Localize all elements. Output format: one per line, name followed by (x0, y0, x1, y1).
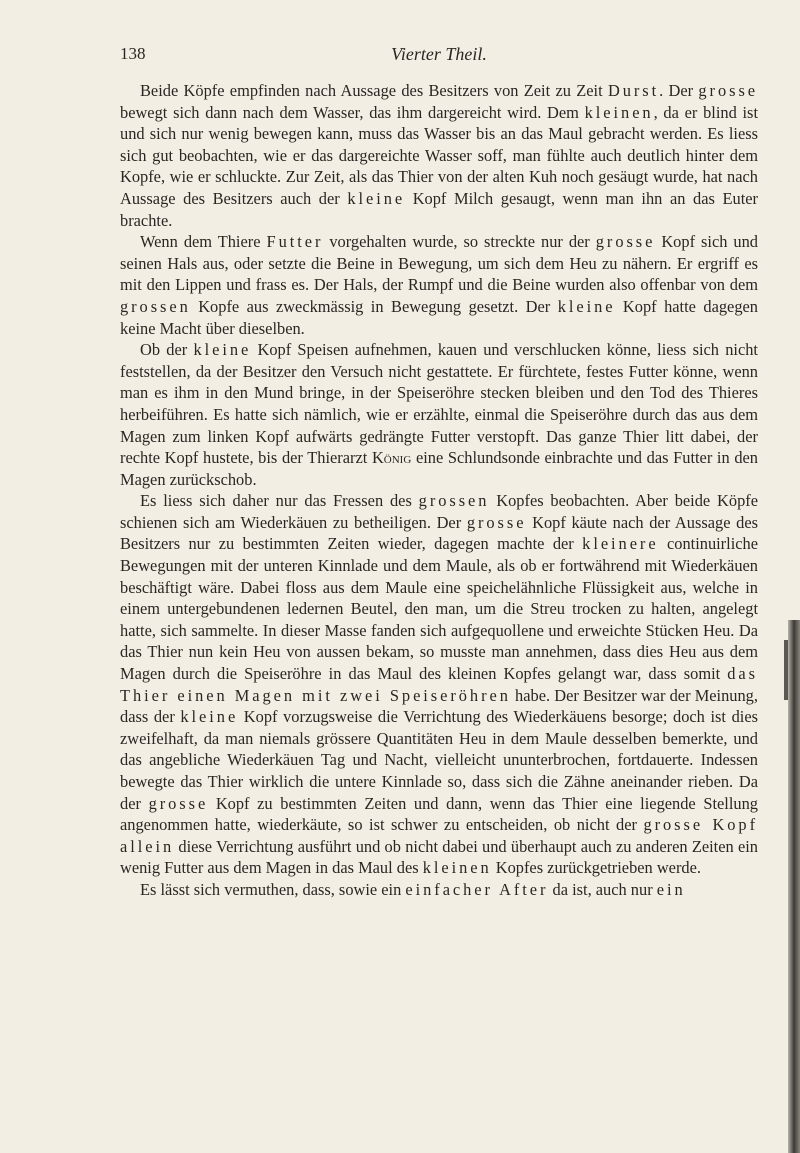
emphasis-spaced: grosse (698, 81, 758, 100)
emphasis-spaced: grosse (148, 793, 209, 813)
paragraph-3 (120, 339, 758, 490)
emphasis-spaced: grosse Kopf allein (120, 815, 758, 856)
emphasis-spaced: grossen (418, 491, 490, 511)
text-run: diese Verrichtung ausführt und ob nicht dabei und überhaupt auch zu anderen Zeiten ein wenig Futter aus dem Magen in das Maul des (120, 836, 758, 878)
paragraph-5 (120, 879, 758, 901)
text-run: Kopf käute nach der Aussage des Besitzers nur zu bestimmten Zeiten wieder, dagegen machte der (120, 512, 758, 554)
text-run: Wenn dem Thiere (140, 232, 267, 252)
page-edge-notch (784, 640, 788, 700)
emphasis-spaced: kleine (180, 707, 239, 727)
text-run: Kopf Milch gesaugt, wenn man ihn an das Euter brachte. (120, 188, 758, 230)
running-head: Vierter Theil. (391, 44, 487, 64)
text-run: Kopf zu bestimmten Zeiten und dann, wenn das Thier eine liegende Stellung angenommen hatte, wiederkäute, so ist schwer zu entscheiden, ob nicht der (120, 793, 758, 835)
emphasis-spaced: grosse (595, 232, 656, 252)
emphasis-spaced: grossen (120, 296, 191, 316)
emphasis-spaced: kleinen (584, 102, 654, 122)
text-run: Es lässt sich vermuthen, dass, sowie ein (140, 879, 406, 899)
text-run: eine Schlundsonde einbrachte und das Futter in den Magen zurückschob. (120, 448, 758, 489)
emphasis-spaced: ein (656, 879, 686, 899)
text-run: Ob der (140, 340, 194, 360)
text-run: Kopfes beobachten. Aber beide Köpfe schienen sich am Wiederkäuen zu betheiligen. Der (120, 491, 758, 532)
emphasis-spaced: einfacher After (405, 879, 549, 899)
page-edge-shadow (788, 620, 800, 1153)
text-run: habe. Der Besitzer war der Meinung, dass der (120, 685, 758, 727)
page-number: 138 (120, 44, 146, 63)
paragraph-2 (120, 231, 758, 339)
page-header (120, 44, 758, 70)
emphasis-spaced: das Thier einen Magen mit zwei Speiseröhren (120, 664, 758, 705)
text-run: Kopfes zurückgetrieben werde. (491, 858, 701, 878)
text-run: , da er blind ist und sich nur wenig bewegen kann, muss das Wasser bis an das Maul gebracht werden. Es liess sich gut beobachten, wie er das dargereichte Wasser soff, man fühlte auch deutlich hinter dem Kopfe, wie er schluckte. Zur Zeit, als das Thier von der alten Kuh noch gesäugt wurde, hat nach Aussage des Besitzers auch der (120, 102, 758, 208)
small-caps-name: König (371, 448, 412, 468)
text-run: da ist, auch nur (548, 879, 657, 899)
text-run: vorgehalten wurde, so streckte nur der (323, 232, 596, 252)
emphasis-spaced: kleinere (582, 534, 659, 554)
text-run: bewegt sich dann nach dem Wasser, das ihm dargereicht wird. Dem (120, 102, 585, 122)
text-run: Kopf hatte dagegen keine Macht über dieselben. (120, 296, 758, 338)
paragraph-1 (120, 80, 758, 231)
text-run: Kopfe aus zweckmässig in Bewegung gesetzt. Der (190, 296, 558, 316)
text-run: Kopf Speisen aufnehmen, kauen und verschlucken könne, liess sich nicht feststellen, da der Besitzer den Versuch nicht gestattete. Er fürchtete, festes Futter könne, wenn man es ihm in den Mund bringe, in der Speiseröhre stecken bleiben und den Tod des Thieres herbeiführen. Es hatte sich nämlich, wie er erzählte, einmal die Speiseröhre durch das aus dem Magen zum linken Kopf aufwärts gedrängte Futter verstopft. Das ganze Thier litt dabei, der rechte Kopf hustete, bis der Thierarzt (120, 340, 758, 468)
paragraph-4 (120, 490, 758, 879)
emphasis-spaced: kleine (347, 188, 406, 208)
emphasis-spaced: Durst (607, 81, 660, 100)
emphasis-spaced: grosse (466, 512, 527, 532)
emphasis-spaced: kleinen (422, 858, 492, 878)
text-run: Es liess sich daher nur das Fressen des (140, 491, 419, 511)
text-run: Beide Köpfe empfinden nach Aussage des Besitzers von Zeit zu Zeit (140, 81, 608, 100)
emphasis-spaced: Futter (266, 232, 324, 252)
emphasis-spaced: kleine (193, 340, 252, 360)
text-run: Kopf sich und seinen Hals aus, oder setzte die Beine in Bewegung, um sich dem Heu zu nähern. Er ergriff es mit den Lippen und frass es. Der Hals, der Rumpf und die Beine wurden also offenbar von dem (120, 232, 759, 295)
body-text (120, 80, 758, 901)
text-run: . Der (659, 81, 699, 100)
text-run: continuirliche Bewegungen mit der unteren Kinnlade und dem Maule, als ob er fortwährend mit Wiederkäuen beschäftigt wäre. Dabei floss aus dem Maule eine speichelähnliche Flüssigkeit aus, welche in einem untergebundenen ledernen Beutel, den man, um die Streu trocken zu halten, angelegt hatte, sich sammelte. In dieser Masse fanden sich aufgequollene und erweichte Stücken Heu. Da das Thier nun kein Heu von aussen bekam, so musste man annehmen, dass dies Heu aus dem Magen durch die Speiseröhre in das Maul des kleinen Kopfes gelangt war, dass somit (120, 534, 758, 684)
emphasis-spaced: kleine (557, 296, 616, 316)
text-run: Kopf vorzugsweise die Verrichtung des Wiederkäuens besorge; doch ist dies zweifelhaft, da man niemals grössere Quantitäten Heu in dem Maule desselben bemerkte, und das angebliche Wiederkäuen Tag und Nacht, vielleicht ununterbrochen, fortdauerte. Indessen bewegte das Thier wirklich die untere Kinnlade so, dass sich die Zähne aneinander rieben. Da der (120, 707, 758, 813)
